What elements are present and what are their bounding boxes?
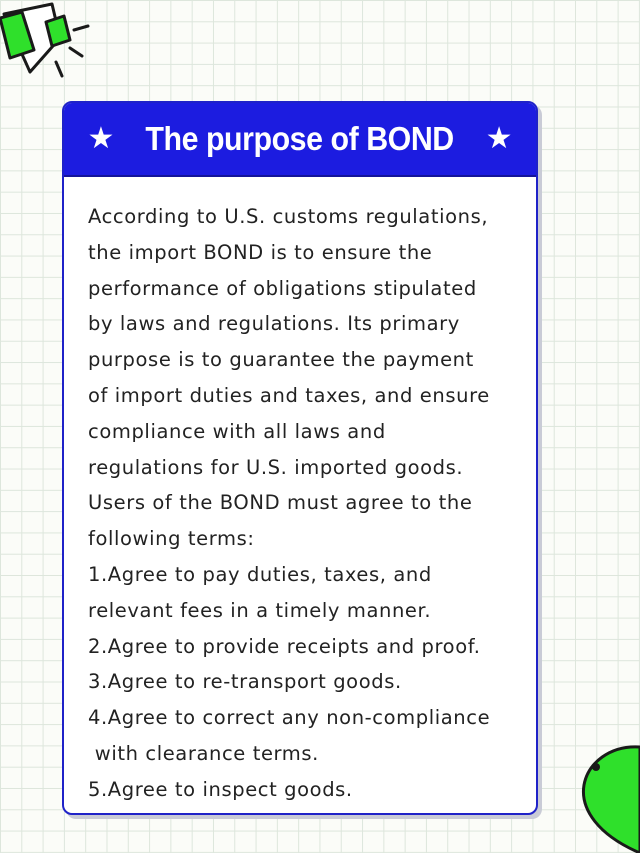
body-line: According to U.S. customs regulations, xyxy=(88,205,489,228)
card-header xyxy=(64,103,536,177)
body-line: the import BOND is to ensure the xyxy=(88,240,433,264)
star-icon: ★ xyxy=(485,121,513,156)
body-line: by laws and regulations. Its primary xyxy=(88,312,460,336)
info-card xyxy=(62,101,538,815)
terms-line: 3.Agree to re-transport goods. xyxy=(88,670,402,694)
card-title: The purpose of BOND xyxy=(145,120,455,157)
body-line: Users of the BOND must agree to the xyxy=(88,491,473,515)
terms-line: 2.Agree to provide receipts and proof. xyxy=(88,634,481,658)
card-body xyxy=(64,177,536,808)
body-line: regulations for U.S. imported goods. xyxy=(88,455,464,479)
body-line: performance of obligations stipulated xyxy=(88,276,477,300)
megaphone-icon xyxy=(0,0,100,85)
body-line: of import duties and taxes, and ensure xyxy=(88,383,490,407)
body-line: compliance with all laws and xyxy=(88,419,386,443)
star-icon: ★ xyxy=(87,121,115,156)
terms-line: 4.Agree to correct any non-compliance xyxy=(88,706,491,730)
terms-line: 5.Agree to inspect goods. xyxy=(88,777,353,801)
terms-line: relevant fees in a timely manner. xyxy=(88,598,432,622)
body-line: following terms: xyxy=(88,527,255,551)
body-line: purpose is to guarantee the payment xyxy=(88,348,474,372)
green-blob-decoration xyxy=(580,743,640,853)
terms-line: 1.Agree to pay duties, taxes, and xyxy=(88,562,432,586)
terms-line: with clearance terms. xyxy=(88,741,319,765)
